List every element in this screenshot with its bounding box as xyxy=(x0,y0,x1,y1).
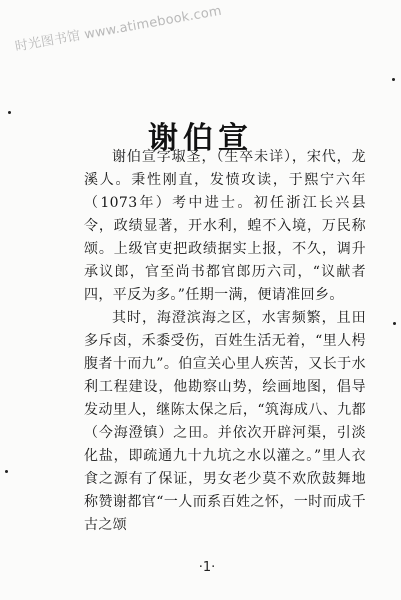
watermark: 时光图书馆 www.atimebook.com xyxy=(14,3,223,55)
scan-speck xyxy=(392,78,395,81)
biography-title: 谢伯宣 xyxy=(148,121,253,157)
scan-speck xyxy=(8,111,11,114)
paragraph-1: 谢伯宣字琡圣，（生卒未详），宋代，龙溪人。秉性刚直，发愤攻读，于熙宁六年（1073年）考中进士。初任浙江长兴县令，政绩显著，开水利，蝗不入境，万民称颂。上级官吏把政绩据实上报，不久，调升承议郎，官至尚书都官郎历六司，“议献者四，平反为多。”任期一满，便请准回乡。 xyxy=(84,149,366,303)
scan-speck xyxy=(5,470,8,473)
page-number: ·1· xyxy=(198,560,216,575)
scan-speck xyxy=(393,322,396,325)
paragraph-2: 其时，海澄滨海之区，水害频繁，且田多斥卤，禾黍受伤，百姓生活无着，“里人枵腹者十而九”。伯宣关心里人疾苦，又长于水利工程建设，他勘察山势，绘画地图，倡导发动里人，继陈太保之后，“筑海成八、九都（今海澄镇）之田。并依次开辟河渠，引淡化盐，即疏通九十九坑之水以灌之。”里人衣食之源有了保证，男女老少莫不欢欣鼓舞地称赞谢都官“一人而系百姓之怀，一时而成千古之颂 xyxy=(84,310,366,533)
biography-body xyxy=(84,146,366,537)
